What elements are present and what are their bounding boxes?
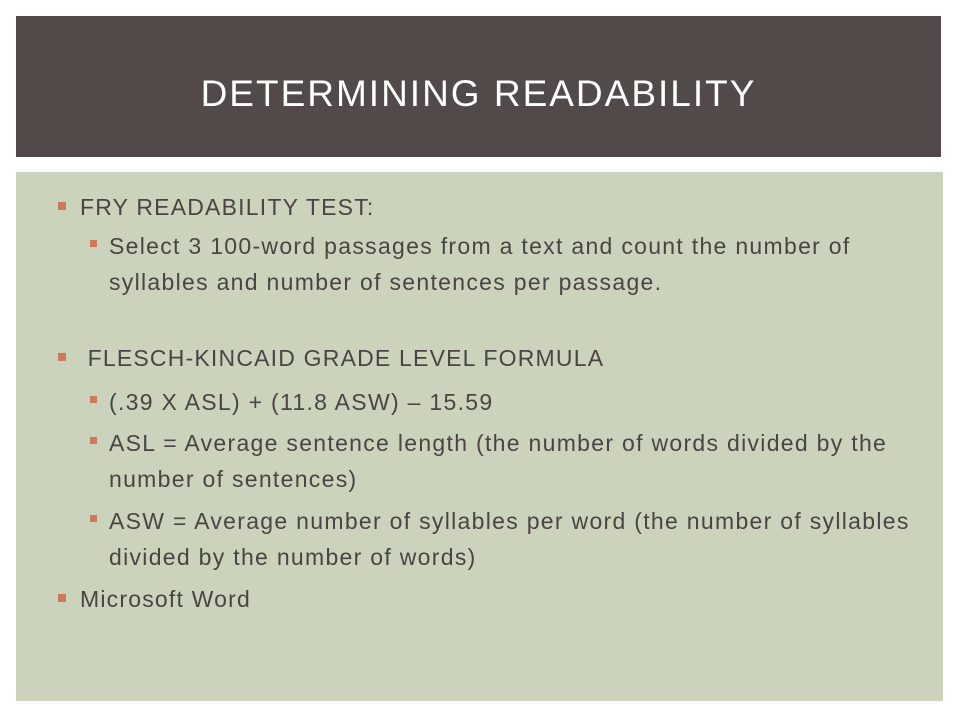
bullet-flesch-heading	[58, 341, 604, 375]
bullet-text: ASW = Average number of syllables per word (the number of syllables divided by the number of words)	[109, 508, 910, 570]
content-area	[16, 172, 943, 701]
square-bullet-icon	[58, 353, 66, 361]
bullet-text: FRY READABILITY TEST:	[80, 194, 375, 220]
bullet-text: (.39 X ASL) + (11.8 ASW) – 15.59	[109, 389, 494, 415]
bullet-microsoft-word	[58, 582, 251, 616]
square-bullet-icon	[90, 515, 97, 522]
bullet-fry-heading	[58, 190, 374, 224]
bullet-text: ASL = Average sentence length (the number of words divided by the number of sentences)	[109, 430, 888, 492]
bullet-text: Select 3 100-word passages from a text and count the number of syllables and number of sentences per passage.	[109, 233, 851, 295]
bullet-asw-definition	[90, 503, 920, 575]
square-bullet-icon	[58, 594, 66, 602]
bullet-asl-definition	[90, 425, 920, 497]
bullet-fry-detail	[90, 228, 920, 300]
square-bullet-icon	[90, 240, 97, 247]
title-bar	[16, 16, 941, 157]
bullet-text: Microsoft Word	[80, 586, 252, 612]
slide-title: DETERMINING READABILITY	[200, 72, 757, 114]
bullet-text: FLESCH-KINCAID GRADE LEVEL FORMULA	[80, 345, 605, 371]
bullet-formula	[90, 384, 920, 420]
square-bullet-icon	[90, 437, 97, 444]
square-bullet-icon	[90, 396, 97, 403]
square-bullet-icon	[58, 202, 66, 210]
